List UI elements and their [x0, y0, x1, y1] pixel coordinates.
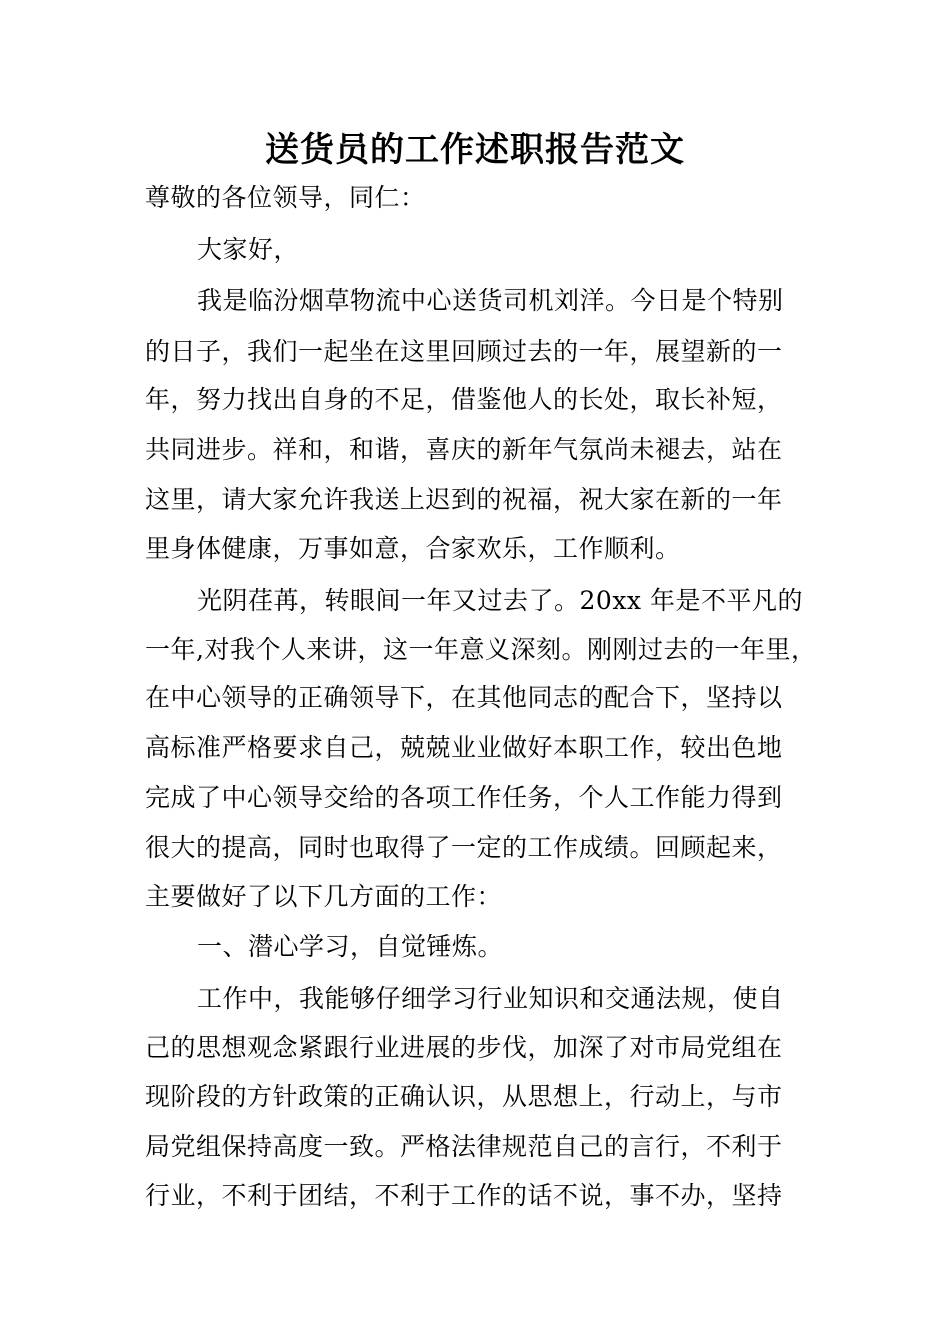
body-line: 里身体健康，万事如意，合家欢乐，工作顺利。 [145, 534, 681, 563]
section-heading: 一、潜心学习，自觉锤炼。 [197, 932, 504, 961]
body-line: 年，努力找出自身的不足，借鉴他人的长处，取长补短， [145, 385, 783, 414]
document-title: 送货员的工作述职报告范文 [265, 130, 685, 170]
body-line: 完成了中心领导交给的各项工作任务，个人工作能力得到 [145, 783, 783, 812]
body-line: 的日子，我们一起坐在这里回顾过去的一年，展望新的一 [145, 337, 783, 366]
body-line: 主要做好了以下几方面的工作： [145, 882, 503, 911]
body-line: 己的思想观念紧跟行业进展的步伐，加深了对市局党组在 [145, 1033, 783, 1062]
greeting-line: 大家好， [197, 235, 300, 264]
body-line: 很大的提高，同时也取得了一定的工作成绩。回顾起来， [145, 833, 783, 862]
body-line: 光阴荏苒，转眼间一年又过去了。20xx 年是不平凡的 [197, 586, 803, 615]
body-line: 工作中，我能够仔细学习行业知识和交通法规，使自 [197, 984, 784, 1013]
body-line: 现阶段的方针政策的正确认识，从思想上，行动上，与市 [145, 1082, 783, 1111]
body-line: 共同进步。祥和，和谐，喜庆的新年气氛尚未褪去，站在 [145, 435, 783, 464]
body-line: 在中心领导的正确领导下，在其他同志的配合下，坚持以 [145, 683, 783, 712]
body-line: 行业，不利于团结，不利于工作的话不说，事不办，坚持 [145, 1181, 783, 1210]
body-line: 高标准严格要求自己，兢兢业业做好本职工作，较出色地 [145, 733, 783, 762]
body-line: 这里，请大家允许我送上迟到的祝福，祝大家在新的一年 [145, 485, 783, 514]
body-line: 局党组保持高度一致。严格法律规范自己的言行，不利于 [145, 1132, 783, 1161]
salutation-line: 尊敬的各位领导，同仁： [145, 183, 426, 212]
body-line: 一年,对我个人来讲，这一年意义深刻。刚刚过去的一年里， [145, 635, 817, 664]
body-line: 我是临汾烟草物流中心送货司机刘洋。今日是个特别 [197, 286, 784, 315]
